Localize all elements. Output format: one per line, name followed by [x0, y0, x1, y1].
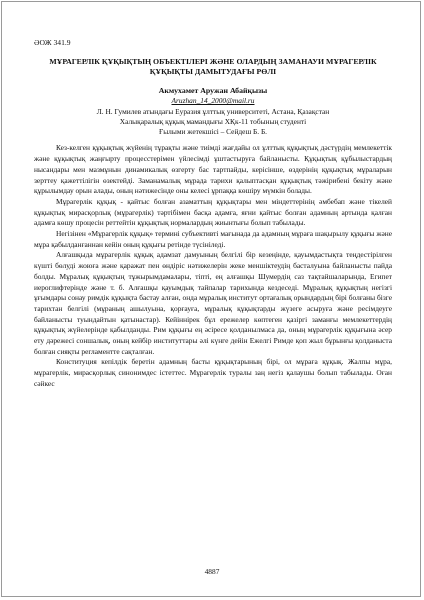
body-paragraph: Алғашқыда мұрагерлік құқық адамзат дамуының белгілі бір кезеңінде, қауымдастықта теңдестірілген күшті бөлуді жоюға және қаражат пен өндіріс нәтижелерін жеке меншіктеудің басталуына байланысты пайда болды. Мұралық құқықтың тұжырымдамалары, тіпті, ең алғашқы Шумердің саз тақтайшаларында, Египет иероглифтерінде және т. б. Алғашқы қауымдық тайпалар тарихында кездеседі. Мұралық құқықтың негізгі ұғымдары сонау римдік құқықта бастау алған, онда мұралық институт ортағалық орындардың бірі болғаны бізге тарихтан белгілі (мұраның ашылуына, қорғауға, мұралық құқықтарды жүзеге асыруға және ресімдеуге байланысты туындайтын қатынастар). Кейіннірек бұл ережелер көптеген қазіргі заманғы мемлекеттердің құқықтық жүйелерінде қабылданды. Рим құқығы ең әсіресе қолданылмаса да, оның мұрагерлік құқығына әсер ету дәрежесі соншалық, оның кейбір институттары әлі күнге дейін Ежелгі Римде қоп жыл бұрынғы қолданыста болған сияқты регламентте сақталған. [34, 250, 392, 356]
body-paragraph: Конституция кепілдік беретін адамның басты құқықтарының бірі, ол мұраға құқық. Жалпы мұра, мұрагерлік, мирасқорлық синонимдес істеттес. Мұрагерлік туралы заң негіз қалаушы болып табылады. Оған сәйкес [34, 357, 392, 388]
affiliation: Л. Н. Гумилев атындағы Еуразия ұлттық университеті, Астана, Қазақстан [96, 106, 330, 116]
body-paragraph: Кез-келген құқықтық жүйенің тұрақты және тиімді жағдайы ол ұлттық құқықтық дәстүрдің мемлекеттік және құқықтық жаңғырту процесстерімен үйлесімді ұштастыруға байланысты. Құқықтық құбылыстардың нысандары мен мазмұнын динамикалық өзгерту бас тартпайды, керісінше, өздерінің құқықтық мұраларын зерттеу қажеттілігін өзектейді. Заманамалық мұрада тарихи қалыптасқан құқықтық тәжірибені бекіту және құрылымдау орын алады, оның нәтижесінде оны келесі ұрпаққа көшіру мүмкін болады. [34, 143, 392, 196]
author-email[interactable]: Aruzhan_14_2000@mail.ru [171, 96, 255, 106]
student-line: Халықаралық құқық мамандығы ХҚк-11 тобының студенті [119, 116, 307, 126]
paper-title: МҰРАГЕРЛІК ҚҰҚЫҚТЫҢ ОБЪЕКТІЛЕРІ ЖӘНЕ ОЛАРДЫҢ ЗАМАНАУИ МҰРАГЕРЛІК ҚҰҚЫҚТЫ ДАМЫТУДАҒЫ РӨЛІ [49, 56, 377, 77]
author-name: Акмухамет Аружан Абайқызы [158, 85, 268, 95]
supervisor: Ғылыми жетекшісі – Сейдеш Б. Б. [158, 127, 268, 137]
body-paragraph: Мұрагерлік құқық - қайтыс болған азаматтың құқықтары мен міндеттерінің әмбебап және тікелей құқықтық мирасқорлық (мұрагерлік) тәртібімен басқа адамға, яғни қайтыс болған адамның артында қалған адамға көшу процесін реттейтін құқықтық нормалардың жиынтығы болып табылады. [34, 196, 392, 228]
body-paragraph: Негізінен «Мұрагерлік құқық» термині субъективті мағынада да адамның мұраға шақырылу құқығы және мұра қабылданғаннан кейін оның құқығы ретінде түсініледі. [34, 229, 392, 249]
page-number: 4887 [204, 567, 220, 576]
paper-page [34, 38, 392, 390]
udc-code: ӘОЖ 341.9 [34, 38, 71, 47]
